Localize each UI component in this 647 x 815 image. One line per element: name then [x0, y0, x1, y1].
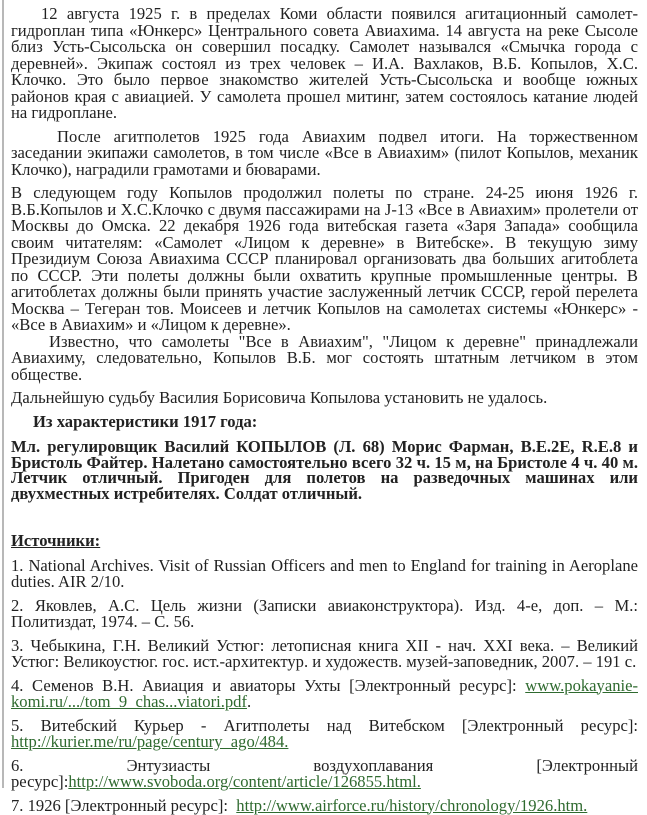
source-7-text: 7. 1926 [Электронный ресурс]:: [11, 795, 237, 815]
paragraph-2: После агитполетов 1925 года Авиахим подвел итоги. На торжественном заседании экипажи самолетов, в том числе «Все в Авиахим» (пилот Копылов, механик Клочко), наградили грамотами и бюварами.: [11, 126, 638, 179]
source-7-link[interactable]: http://www.airforce.ru/history/chronology/1926.htm.: [236, 795, 588, 815]
source-6-text: ресурс]:: [11, 772, 69, 791]
document-page: [2, 0, 645, 815]
characteristic-heading: Из характеристики 1917 года:: [33, 411, 258, 431]
source-6-link[interactable]: http://www.svoboda.org/content/article/126855.html.: [68, 772, 421, 791]
source-4-end: .: [246, 692, 252, 711]
source-5-link[interactable]: http://kurier.me/ru/page/century_ago/484.: [11, 732, 289, 751]
source-1: 1. National Archives. Visit of Russian Officers and men to England for training in Aeroplane duties. AIR 2/10.: [11, 555, 638, 591]
source-3: 3. Чебыкина, Г.Н. Великий Устюг: летописная книга XII - нач. XXI века. – Великий Устюг: Великоустюг. гос. ист.-архитектур. и художеств. музей-заповедник, 2007. – 191 с.: [11, 635, 638, 671]
source-6: [11, 755, 638, 791]
source-4-link[interactable]: www.pokayanie-komi.ru/.../tom_9_chas...viatori.pdf: [11, 675, 638, 711]
source-5-text: 5. Витебский Курьер - Агитполеты над Витебском [Электронный ресурс]:: [11, 715, 638, 735]
paragraph-4: Известно, что самолеты "Все в Авиахим", "Лицом к деревне" принадлежали Авиахиму, следовательно, Копылов В.Б. мог состоять штатным летчиком в этом обществе.: [11, 331, 638, 384]
paragraph-5: Дальнейшую судьбу Василия Борисовича Копылова установить не удалось.: [11, 388, 548, 407]
paragraph-3: В следующем году Копылов продолжил полеты по стране. 24-25 июня 1926 г. В.Б.Копылов и Х.С.Клочко с двумя пассажирами на J-13 «Все в Авиахим» пролетели от Москвы до Омска. 22 декабря 1926 года витебская газета «Заря Запада» сообщила своим читателям: «Самолет «Лицом к деревне» в Витебске». В текущую зиму Президиум Союза Авиахима СССР планировал организовать два больших агитоблета по СССР. Эти полеты должны были охватить крупные промышленные центры. В агитоблетах должны были принять участие заслуженный летчик СССР, герой перелета Москва – Тегеран тов. Моисеев и летчик Копылов на самолетах системы «Юнкерс» - «Все в Авиахим» и «Лицом к деревне».: [11, 183, 638, 334]
characteristic-text: Мл. регулировщик Василий КОПЫЛОВ (Л. 68) Морис Фарман, B.E.2E, R.E.8 и Бристоль Файтер. Налетано самостоятельно всего 32 ч. 15 м, на Бристоле 4 ч. 40 м. Летчик отличный. Пригоден для полетов на разведочных машинах или двухместных истребителях. Солдат отличный.: [11, 437, 638, 503]
sources-heading: Источники:: [11, 531, 101, 550]
source-5: [11, 715, 638, 751]
source-4-text: 4. Семенов В.Н. Авиация и авиаторы Ухты [Электронный ресурс]:: [11, 675, 526, 695]
source-2: 2. Яковлев, А.С. Цель жизни (Записки авиаконструктора). Изд. 4-е, доп. – М.: Политиздат, 1974. – С. 56.: [11, 595, 638, 631]
paragraph-1: 12 августа 1925 г. в пределах Коми области появился агитационный самолет-гидроплан типа «Юнкерс» Центрального совета Авиахима. 14 августа на реке Сысоле близ Усть-Сысольска он совершил посадку. Самолет назывался «Смычка города с деревней». Экипаж состоял из трех человек – И.А. Вахлаков, В.Б. Копылов, Х.С. Клочко. Это было первое знакомство жителей Усть-Сысольска и вообще южных районов края с авиацией. У самолета прошел митинг, затем состоялось катание людей на гидроплане.: [11, 4, 638, 122]
source-6-line1: 6. Энтузиасты воздухоплавания [Электронный: [11, 755, 638, 775]
source-4: [11, 675, 638, 711]
source-7: [11, 795, 638, 815]
